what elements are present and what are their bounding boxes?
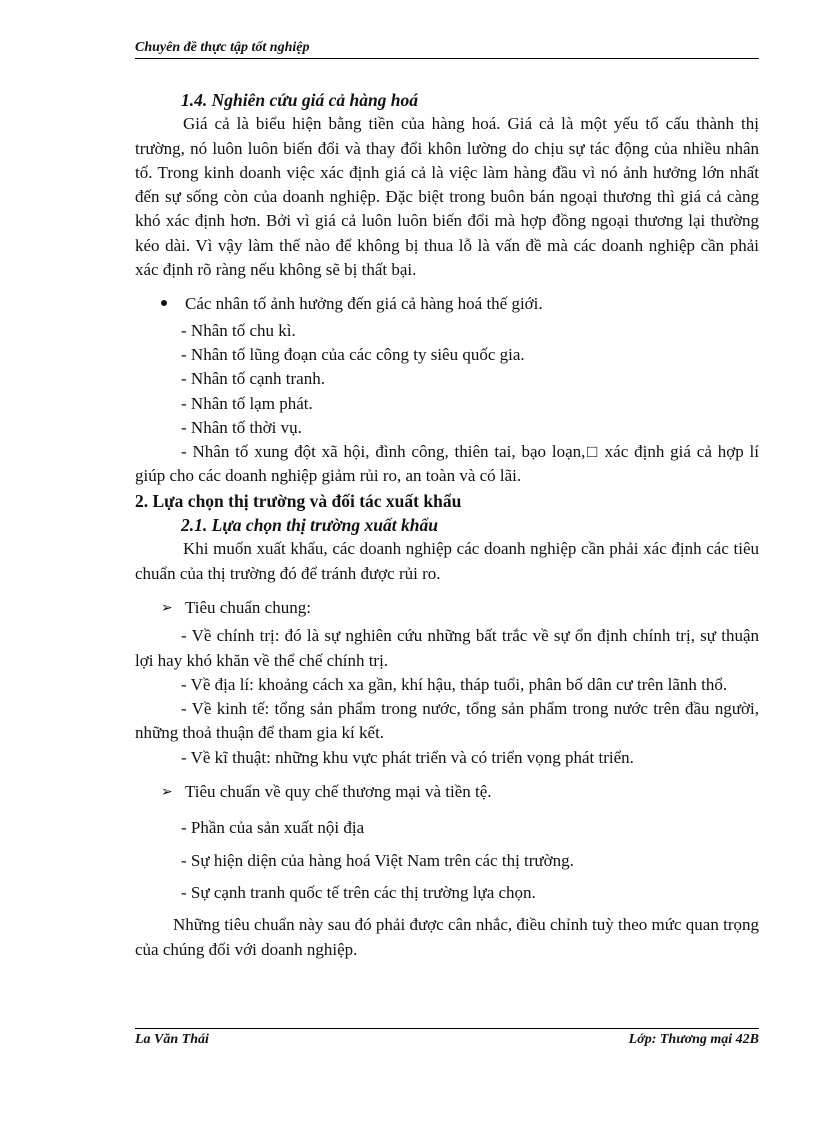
factor-item-last: - Nhân tố xung đột xã hội, đình công, thiên tai, bạo loạn,□ xác định giá cả hợp lí giúp cho các doanh nghiệp giảm rủi ro, an toàn và có lãi. — [135, 442, 759, 486]
page-content — [135, 88, 759, 962]
criterion-item: - Về kinh tế: tổng sản phẩm trong nước, tổng sản phẩm trong nước trên đầu người, những thoả thuận để tham gia kí kết. — [135, 699, 759, 743]
trade-item: - Phần của sản xuất nội địa — [181, 818, 365, 838]
section-1-4-paragraph: Giá cả là biểu hiện bằng tiền của hàng hoá. Giá cả là một yếu tố cấu thành thị trường, nó luôn luôn biến đổi và thay đổi khôn lường do chịu sự tác động của nhiều nhân tố. Trong kinh doanh việc xác định giá cả là việc làm hàng đầu vì nó ảnh hưởng lớn nhất đến sự sống còn của doanh nghiệp. Đặc biệt trong buôn bán ngoại thương thì giá cả càng khó xác định hơn. Bởi vì giá cả luôn luôn biến đổi mà hợp đồng ngoại thương lại thường kéo dài. Vì vậy làm thế nào để không bị thua lỗ là vấn đề mà các doanh nghiệp cần phải xác định rõ ràng nếu không sẽ bị thất bại. — [135, 114, 759, 280]
general-title: Tiêu chuẩn chung: — [185, 597, 311, 617]
factor-item: - Nhân tố lũng đoạn của các công ty siêu quốc gia. — [181, 344, 525, 364]
trade-title: Tiêu chuẩn về quy chế thương mại và tiền tệ. — [185, 782, 492, 802]
section-2-1-heading: 2.1. Lựa chọn thị trường xuất khẩu — [181, 515, 438, 536]
closing-paragraph: Những tiêu chuẩn này sau đó phải được cân nhắc, điều chỉnh tuỳ theo mức quan trọng của chúng đối với doanh nghiệp. — [135, 915, 759, 959]
arrow-bullet-icon: ➢ — [161, 785, 173, 801]
arrow-bullet-general — [135, 596, 759, 622]
criterion-item: - Về kĩ thuật: những khu vực phát triển và có triển vọng phát triển. — [181, 747, 634, 767]
header-title: Chuyên đề thực tập tốt nghiệp — [135, 40, 310, 55]
footer-class: Lớp: Thương mại 42B — [628, 1032, 759, 1047]
footer-author: La Văn Thái — [135, 1032, 209, 1047]
bullet-text: Các nhân tố ảnh hưởng đến giá cả hàng hoá thế giới. — [185, 294, 543, 314]
factor-item: - Nhân tố thời vụ. — [181, 417, 302, 437]
factor-item: - Nhân tố cạnh tranh. — [181, 369, 325, 389]
page-footer — [135, 1028, 759, 1048]
bullet-dot-icon — [161, 300, 167, 306]
section-1-4-heading: 1.4. Nghiên cứu giá cả hàng hoá — [181, 90, 419, 110]
bullet-item — [135, 292, 759, 316]
trade-item: - Sự hiện diện của hàng hoá Việt Nam trên các thị trường. — [181, 850, 574, 870]
section-2-1-intro: Khi muốn xuất khẩu, các doanh nghiệp các doanh nghiệp cần phải xác định các tiêu chuẩn của thị trường đó để tránh được rủi ro. — [135, 539, 759, 583]
page-header — [135, 40, 759, 59]
arrow-bullet-icon: ➢ — [161, 600, 173, 616]
criterion-item: - Về địa lí: khoảng cách xa gần, khí hậu, tháp tuổi, phân bố dân cư trên lãnh thổ. — [181, 674, 728, 694]
factor-item: - Nhân tố lạm phát. — [181, 393, 313, 413]
section-2-heading: 2. Lựa chọn thị trường và đối tác xuất khẩu — [135, 490, 462, 511]
factor-item: - Nhân tố chu kì. — [181, 320, 296, 340]
criterion-item: - Về chính trị: đó là sự nghiên cứu những bất trắc về sự ổn định chính trị, sự thuận lợi hay khó khăn về thể chế chính trị. — [135, 626, 759, 670]
arrow-bullet-trade — [135, 780, 759, 806]
trade-item: - Sự cạnh tranh quốc tế trên các thị trường lựa chọn. — [181, 882, 536, 902]
